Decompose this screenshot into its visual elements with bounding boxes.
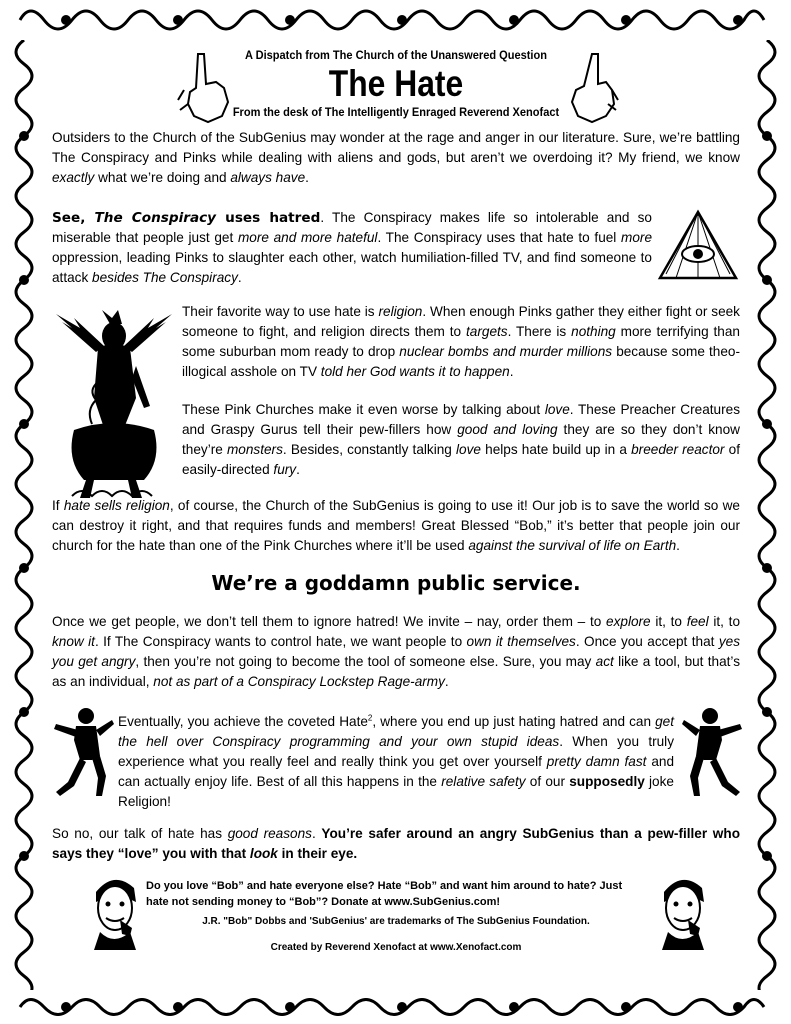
text-span: See, xyxy=(52,210,95,226)
text-span: . When you truly experience what you really feel and really think you get over yourself xyxy=(118,734,674,769)
text-span: good and loving xyxy=(457,422,558,437)
text-span: . When enough Pinks gather they either fight or seek someone to fight, and religion directs them to xyxy=(182,304,740,339)
text-span: You’re safer around an angry SubGenius than a pew-filler who says they “love” you with that xyxy=(52,826,740,861)
paragraph-hate-squared xyxy=(118,712,674,812)
text-span: because some theo-illogical asshole on TV xyxy=(182,344,740,379)
text-span: more terrifying than some suburban mom ready to drop xyxy=(182,324,740,359)
text-span: These Pink Churches make it even worse by talking about xyxy=(182,402,545,417)
text-span: hate sells religion xyxy=(63,498,170,513)
paragraph-hate-sells xyxy=(52,496,740,556)
text-span: love xyxy=(544,402,570,417)
text-span: . xyxy=(305,170,309,185)
text-span: helps hate build up in a xyxy=(480,442,632,457)
text-span: good reasons xyxy=(227,826,312,841)
text-span: . Besides, constantly talking xyxy=(282,442,457,457)
text-span: explore xyxy=(606,614,651,629)
paragraph-own-hate xyxy=(52,612,740,692)
text-span: own it themselves xyxy=(466,634,576,649)
text-span: The Conspiracy xyxy=(94,210,217,226)
ornamental-border-top xyxy=(0,0,791,40)
text-span: supposedly xyxy=(569,774,645,789)
text-span: told her God wants it to happen xyxy=(320,364,510,379)
header xyxy=(52,48,740,132)
text-span: nothing xyxy=(571,324,616,339)
middle-finger-hand-icon-right xyxy=(564,50,620,124)
text-span: , of course, the Church of the SubGenius is going to use it! Our job is to save the world so we can destroy it right, and that requires funds and members! Great Blessed “Bob,” it’s better that people join our church for the hate than one of the Pink Churches where it’ll be used xyxy=(52,498,740,553)
text-span: like a tool, but that’s as an individual, xyxy=(52,654,740,689)
superscript: 2 xyxy=(367,713,373,723)
text-span: always have xyxy=(230,170,306,185)
zombie-silhouette-icon-left xyxy=(52,704,114,800)
text-span: monsters xyxy=(226,442,283,457)
text-span: what we’re doing and xyxy=(94,170,231,185)
all-seeing-eye-pyramid-icon xyxy=(656,208,740,282)
text-span: So no, our talk of hate has xyxy=(52,826,228,841)
text-span: in their eye. xyxy=(277,846,358,861)
text-span: . xyxy=(311,826,322,841)
text-span: get the hell over Conspiracy programming and your own stupid ideas xyxy=(118,714,674,749)
text-span: and can actually enjoy life. Best of all this happens in the xyxy=(118,754,675,789)
text-span: Eventually, you achieve the coveted Hate xyxy=(118,714,368,729)
zombie-silhouette-icon-right xyxy=(682,704,744,800)
text-span: of easily-directed xyxy=(182,442,740,477)
text-span: relative safety xyxy=(441,774,526,789)
credits-line: Created by Reverend Xenofact at www.Xenofact.com xyxy=(270,942,522,953)
text-span: it, to xyxy=(708,614,741,629)
paragraph-conspiracy xyxy=(52,208,652,288)
paragraph-intro xyxy=(52,128,740,188)
text-span: feel xyxy=(686,614,709,629)
text-span: breeder reactor xyxy=(631,442,725,457)
text-span: know it xyxy=(52,634,95,649)
text-span: Once we get people, we don’t tell them to ignore hatred! We invite – nay, order them – to xyxy=(52,614,607,629)
text-span: . xyxy=(444,674,449,689)
ornamental-border-left xyxy=(0,40,48,990)
demon-cauldron-illustration xyxy=(52,306,178,502)
text-span: . xyxy=(237,270,242,285)
text-span: Outsiders to the Church of the SubGenius may wonder at the rage and anger in our literature. Sure, we’re battling The Conspiracy and Pinks while dealing with aliens and gods, but aren’t we overdoing it? My friend, we know xyxy=(52,130,740,165)
paragraph-pink-churches xyxy=(182,400,740,480)
trademark-notice: J.R. "Bob" Dobbs and 'SubGenius' are trademarks of The SubGenius Foundation. xyxy=(202,916,590,927)
text-span: . The Conspiracy uses that hate to fuel xyxy=(377,230,622,245)
text-span: it, to xyxy=(650,614,687,629)
text-span: they are so they don’t know they’re xyxy=(182,422,740,457)
text-span: religion xyxy=(378,304,423,319)
paragraph-conclusion xyxy=(52,824,740,864)
page-title: The Hate xyxy=(328,63,464,104)
text-span: besides The Conspiracy xyxy=(92,270,238,285)
text-span: against the survival of life on Earth xyxy=(468,538,677,553)
text-span: more xyxy=(621,230,653,245)
ornamental-border-bottom xyxy=(0,990,791,1024)
ornamental-border-right xyxy=(743,40,791,990)
text-span: not as part of a Conspiracy Lockstep Rage-army xyxy=(153,674,445,689)
text-span: . Once you accept that xyxy=(575,634,719,649)
text-span: fury xyxy=(273,462,297,477)
text-span: uses hatred xyxy=(216,210,321,226)
text-span: . xyxy=(296,462,300,477)
text-span: joke Religion! xyxy=(118,774,674,809)
text-span: Their favorite way to use hate is xyxy=(182,304,379,319)
text-span: . The Conspiracy makes life so intolerable and so miserable that people just get xyxy=(52,210,652,245)
text-span: yes you get angry xyxy=(52,634,740,669)
text-span: oppression, leading Pinks to slaughter each other, watch humiliation-filled TV, and find someone to attack xyxy=(52,250,652,285)
text-span: act xyxy=(595,654,614,669)
dispatch-line: A Dispatch from The Church of the Unanswered Question xyxy=(244,48,547,62)
bob-dobbs-head-icon-right xyxy=(654,870,710,950)
paragraph-religion xyxy=(182,302,740,382)
text-span: exactly xyxy=(52,170,95,185)
text-span: of our xyxy=(525,774,570,789)
page-content xyxy=(52,44,740,992)
text-span: . If The Conspiracy wants to control hate, we want people to xyxy=(94,634,467,649)
bob-dobbs-head-icon-left xyxy=(86,870,142,950)
public-service-heading: We’re a goddamn public service. xyxy=(211,571,581,595)
text-span: pretty damn fast xyxy=(546,754,647,769)
text-span: . xyxy=(509,364,514,379)
donate-call-to-action: Do you love “Bob” and hate everyone else? Hate “Bob” and want him around to hate? Just hate not sending money to “Bob”? Donate at www.SubGenius.com! xyxy=(146,880,623,908)
text-span: . xyxy=(676,538,680,553)
text-span: . There is xyxy=(507,324,572,339)
text-span: targets xyxy=(466,324,508,339)
text-span: more and more hateful xyxy=(237,230,378,245)
text-span: look xyxy=(249,846,278,861)
text-span: , where you end up just hating hatred and can xyxy=(372,714,656,729)
text-span: . These Preacher Creatures and Graspy Gurus tell their pew-fillers how xyxy=(182,402,740,437)
author-line: From the desk of The Intelligently Enraged Reverend Xenofact xyxy=(232,105,560,119)
text-span: love xyxy=(456,442,481,457)
text-span: , then you’re not going to become the tool of someone else. Sure, you may xyxy=(135,654,596,669)
text-span: If xyxy=(52,498,64,513)
text-span: nuclear bombs and murder millions xyxy=(399,344,613,359)
